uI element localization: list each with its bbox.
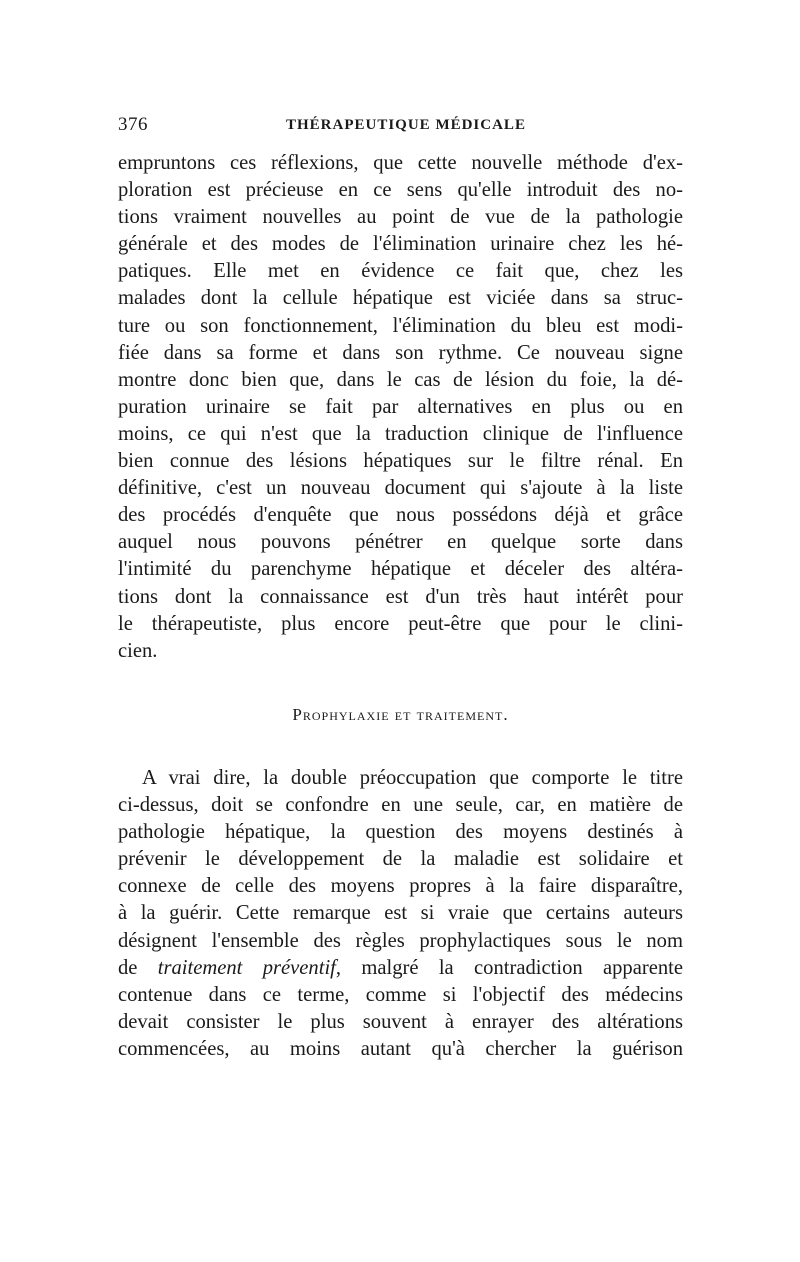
text-line: générale et des modes de l'élimination urinaire chez les hé- (118, 233, 683, 256)
text-line: tions dont la connaissance est d'un très haut intérêt pour (118, 585, 683, 608)
text-line: connexe de celle des moyens propres à la faire disparaître, (118, 875, 683, 898)
text-line: puration urinaire se fait par alternatives en plus ou en (118, 395, 683, 418)
text-line: prévenir le développement de la maladie est solidaire et (118, 848, 683, 871)
text-line: bien connue des lésions hépatiques sur le filtre rénal. En (118, 450, 683, 473)
text-line: A vrai dire, la double préoccupation que comporte le titre (142, 767, 683, 789)
text-line: des procédés d'enquête que nous possédons déjà et grâce (118, 504, 683, 527)
text-line: le thérapeutiste, plus encore peut-être que pour le clini- (118, 612, 683, 635)
paragraph-2 (118, 765, 683, 1063)
text-line: contenue dans ce terme, comme si l'objectif des médecins (118, 983, 683, 1006)
text-line: malades dont la cellule hépatique est viciée dans sa struc- (118, 287, 683, 310)
text-line: tions vraiment nouvelles au point de vue de la pathologie (118, 206, 683, 229)
section-title: Prophylaxie et traitement. (292, 705, 509, 724)
text-line: ture ou son fonctionnement, l'élimination du bleu est modi- (118, 314, 683, 337)
text-line-with-italic (118, 955, 683, 982)
text-line: fiée dans sa forme et dans son rythme. Ce nouveau signe (118, 341, 683, 364)
text-line: moins, ce qui n'est que la traduction clinique de l'influence (118, 422, 683, 445)
text-line: patiques. Elle met en évidence ce fait que, chez les (118, 260, 683, 283)
italic-term: traitement préventif (157, 956, 336, 979)
paragraph-1 (118, 150, 683, 665)
text-line: cien. (118, 639, 158, 662)
text-line: montre donc bien que, dans le cas de lésion du foie, la dé- (118, 368, 683, 391)
line-suffix: , malgré la contradiction apparente (335, 956, 683, 979)
text-line: empruntons ces réflexions, que cette nouvelle méthode d'ex- (118, 152, 683, 174)
text-line: commencées, au moins autant qu'à chercher la guérison (118, 1037, 683, 1060)
text-line: définitive, c'est un nouveau document qui s'ajoute à la liste (118, 477, 683, 500)
text-line: désignent l'ensemble des règles prophylactiques sous le nom (118, 929, 683, 952)
line-prefix: de (118, 956, 158, 979)
text-line: devait consister le plus souvent à enrayer des altérations (118, 1010, 683, 1033)
text-line: auquel nous pouvons pénétrer en quelque sorte dans (118, 531, 683, 554)
text-line: l'intimité du parenchyme hépatique et déceler des altéra- (118, 558, 683, 581)
text-line: pathologie hépatique, la question des moyens destinés à (118, 821, 683, 844)
text-line: ci-dessus, doit se confondre en une seule, car, en matière de (118, 794, 683, 817)
page-header (118, 114, 683, 138)
running-title: THÉRAPEUTIQUE MÉDICALE (286, 117, 526, 133)
text-line: à la guérir. Cette remarque est si vraie que certains auteurs (118, 902, 683, 925)
page-number: 376 (118, 114, 148, 135)
text-line: ploration est précieuse en ce sens qu'elle introduit des no- (118, 179, 683, 202)
